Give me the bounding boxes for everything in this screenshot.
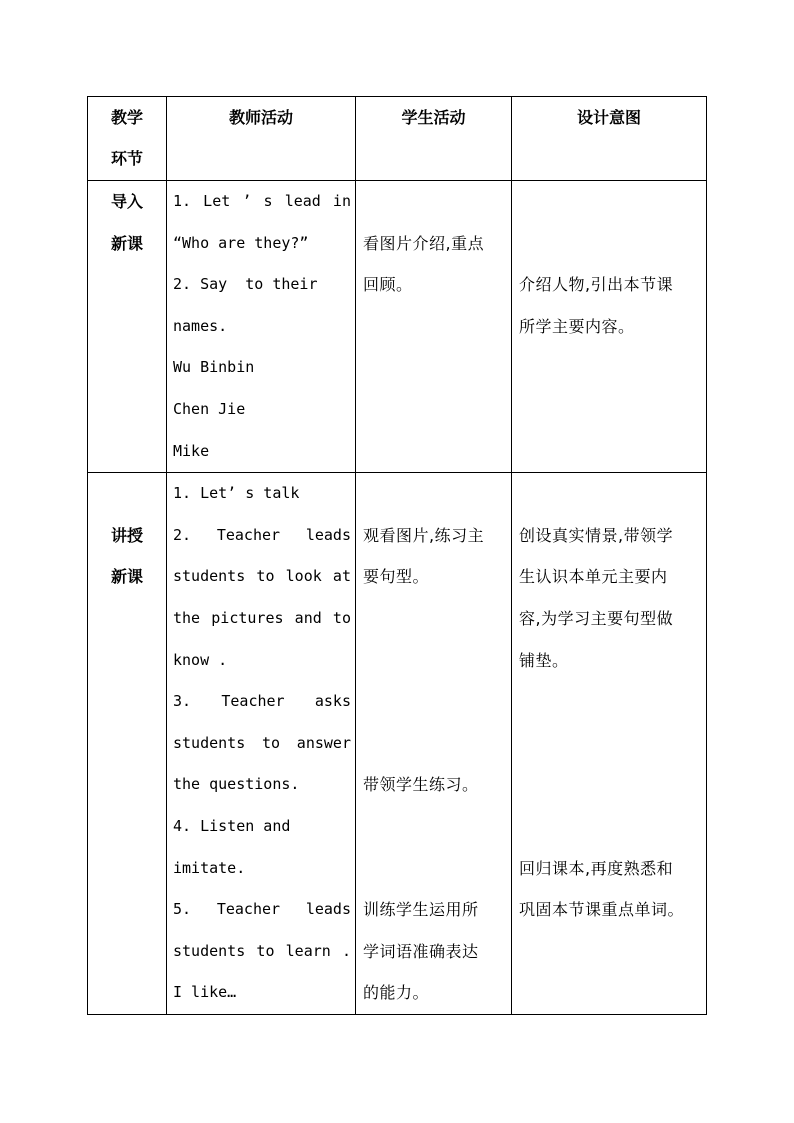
stage-cell-teach — [88, 473, 167, 1015]
teacher-line: I like… — [173, 983, 237, 1002]
student-line: 学词语准确表达 — [363, 941, 479, 961]
table-row-teach — [88, 473, 707, 1015]
design-cell-teach — [512, 473, 707, 1015]
table-header-row — [88, 97, 707, 181]
stage-cell-intro — [88, 181, 167, 473]
teacher-line: 5. Teacher leads — [173, 900, 351, 919]
teacher-line: students to look at — [173, 567, 351, 586]
teacher-line: 2. Teacher leads — [173, 525, 351, 544]
teacher-line: students to answer — [173, 733, 351, 752]
teacher-line: names. — [173, 316, 228, 335]
design-line: 巩固本节课重点单词。 — [519, 900, 685, 920]
teacher-cell-teach — [167, 473, 356, 1015]
teacher-line: 4. Listen and — [173, 816, 291, 835]
student-line: 的能力。 — [363, 983, 430, 1003]
teacher-line: 1. Let’ s talk — [173, 484, 300, 503]
teacher-line: 3. Teacher asks — [173, 692, 351, 711]
student-line: 回顾。 — [363, 275, 413, 295]
header-stage-line2: 环节 — [110, 149, 143, 168]
stage-line: 新课 — [110, 233, 143, 253]
teacher-line: “Who are they?” — [173, 233, 309, 252]
student-line: 训练学生运用所 — [363, 900, 479, 920]
teacher-line: 1. Let ’ s lead in — [173, 192, 351, 210]
teacher-line: students to learn . — [173, 941, 351, 960]
header-design: 设计意图 — [512, 97, 707, 181]
design-line: 创设真实情景,带领学 — [519, 525, 674, 545]
header-teacher: 教师活动 — [167, 97, 356, 181]
student-line: 看图片介绍,重点 — [363, 233, 485, 253]
design-line: 介绍人物,引出本节课 — [519, 275, 674, 295]
teacher-line: know . — [173, 650, 228, 669]
teacher-line: Chen Jie — [173, 399, 246, 418]
stage-line: 讲授 — [110, 525, 143, 545]
design-line: 所学主要内容。 — [519, 316, 635, 336]
design-line: 铺垫。 — [519, 650, 569, 670]
header-stage-line1: 教学 — [110, 108, 143, 127]
teacher-cell-intro — [167, 181, 356, 473]
stage-line: 导入 — [110, 192, 143, 211]
teacher-line: imitate. — [173, 858, 246, 877]
design-line: 回归课本,再度熟悉和 — [519, 858, 674, 878]
student-line: 带领学生练习。 — [363, 775, 479, 795]
design-cell-intro — [512, 181, 707, 473]
teacher-line: the pictures and to — [173, 608, 351, 627]
table-row-intro — [88, 181, 707, 473]
teacher-line: the questions. — [173, 775, 300, 794]
student-cell-intro — [356, 181, 512, 473]
design-line: 生认识本单元主要内 — [519, 567, 668, 587]
header-stage — [88, 97, 167, 181]
teacher-line: 2. Say to their — [173, 275, 318, 294]
student-line: 要句型。 — [363, 567, 430, 587]
student-cell-teach — [356, 473, 512, 1015]
header-student: 学生活动 — [356, 97, 512, 181]
design-line: 容,为学习主要句型做 — [519, 608, 674, 628]
teacher-line: Mike — [173, 441, 210, 460]
student-line: 观看图片,练习主 — [363, 525, 485, 545]
lesson-plan-table — [87, 96, 707, 1015]
teacher-line: Wu Binbin — [173, 358, 255, 377]
stage-line: 新课 — [110, 567, 143, 587]
